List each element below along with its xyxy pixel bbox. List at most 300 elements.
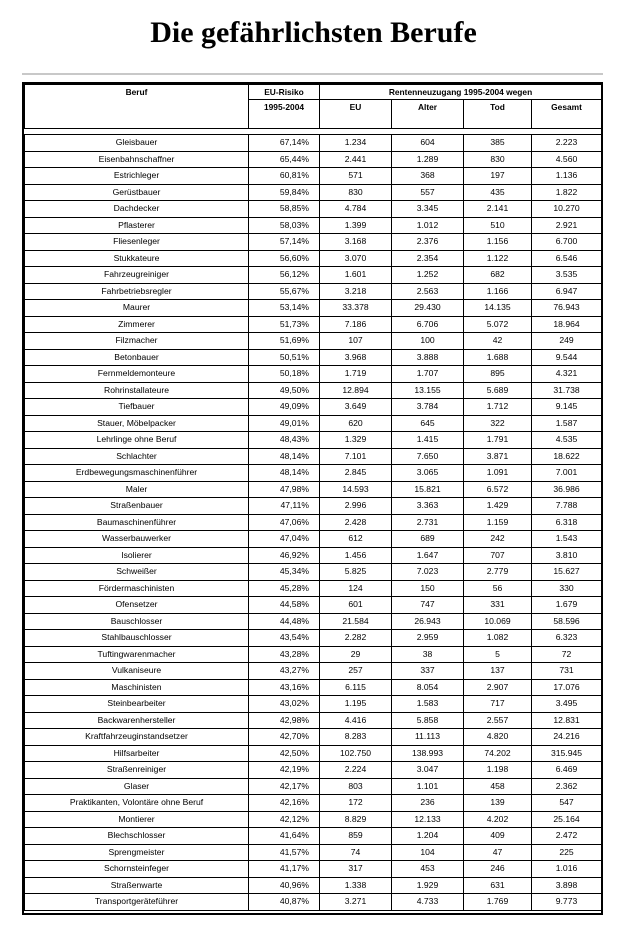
table-row bbox=[25, 712, 602, 729]
cell-beruf: Maschinisten bbox=[25, 679, 249, 696]
cell-alter: 2.731 bbox=[392, 514, 464, 531]
cell-tod: 10.069 bbox=[464, 613, 532, 630]
table-row bbox=[25, 597, 602, 614]
cell-gesamt: 15.627 bbox=[532, 564, 602, 581]
cell-eu: 601 bbox=[320, 597, 392, 614]
cell-beruf: Isolierer bbox=[25, 547, 249, 564]
cell-gesamt: 18.622 bbox=[532, 448, 602, 465]
cell-eu: 1.601 bbox=[320, 267, 392, 284]
cell-gesamt: 1.543 bbox=[532, 531, 602, 548]
cell-beruf: Sprengmeister bbox=[25, 844, 249, 861]
cell-beruf: Maurer bbox=[25, 300, 249, 317]
cell-alter: 1.929 bbox=[392, 877, 464, 894]
table-row bbox=[25, 349, 602, 366]
cell-beruf: Rohrinstallateure bbox=[25, 382, 249, 399]
cell-tod: 322 bbox=[464, 415, 532, 432]
cell-beruf: Backwarenhersteller bbox=[25, 712, 249, 729]
header-eu-risiko-period: 1995-2004 bbox=[249, 100, 320, 129]
cell-beruf: Vulkaniseure bbox=[25, 663, 249, 680]
cell-tod: 4.820 bbox=[464, 729, 532, 746]
cell-beruf: Lehrlinge ohne Beruf bbox=[25, 432, 249, 449]
cell-gesamt: 1.822 bbox=[532, 184, 602, 201]
cell-gesamt: 731 bbox=[532, 663, 602, 680]
cell-alter: 15.821 bbox=[392, 481, 464, 498]
cell-beruf: Kraftfahrzeuginstandsetzer bbox=[25, 729, 249, 746]
table-row bbox=[25, 564, 602, 581]
table-row bbox=[25, 234, 602, 251]
cell-gesamt: 4.560 bbox=[532, 151, 602, 168]
table-body bbox=[25, 135, 602, 911]
cell-gesamt: 6.318 bbox=[532, 514, 602, 531]
cell-beruf: Tiefbauer bbox=[25, 399, 249, 416]
cell-eu: 2.282 bbox=[320, 630, 392, 647]
cell-gesamt: 1.587 bbox=[532, 415, 602, 432]
cell-eu-risiko: 48,14% bbox=[249, 465, 320, 482]
cell-beruf: Praktikanten, Volontäre ohne Beruf bbox=[25, 795, 249, 812]
cell-gesamt: 17.076 bbox=[532, 679, 602, 696]
cell-eu-risiko: 47,98% bbox=[249, 481, 320, 498]
cell-beruf: Fliesenleger bbox=[25, 234, 249, 251]
cell-tod: 435 bbox=[464, 184, 532, 201]
cell-tod: 1.791 bbox=[464, 432, 532, 449]
cell-eu: 5.825 bbox=[320, 564, 392, 581]
cell-tod: 1.688 bbox=[464, 349, 532, 366]
cell-beruf: Estrichleger bbox=[25, 168, 249, 185]
cell-gesamt: 36.986 bbox=[532, 481, 602, 498]
cell-gesamt: 6.700 bbox=[532, 234, 602, 251]
cell-eu: 803 bbox=[320, 778, 392, 795]
cell-eu: 571 bbox=[320, 168, 392, 185]
cell-gesamt: 2.472 bbox=[532, 828, 602, 845]
cell-eu-risiko: 67,14% bbox=[249, 135, 320, 152]
cell-tod: 2.141 bbox=[464, 201, 532, 218]
table-row bbox=[25, 481, 602, 498]
cell-eu: 1.456 bbox=[320, 547, 392, 564]
cell-eu-risiko: 50,18% bbox=[249, 366, 320, 383]
cell-beruf: Schornsteinfeger bbox=[25, 861, 249, 878]
cell-alter: 1.252 bbox=[392, 267, 464, 284]
cell-eu-risiko: 43,02% bbox=[249, 696, 320, 713]
cell-tod: 2.907 bbox=[464, 679, 532, 696]
cell-tod: 895 bbox=[464, 366, 532, 383]
cell-beruf: Filzmacher bbox=[25, 333, 249, 350]
cell-gesamt: 2.223 bbox=[532, 135, 602, 152]
cell-alter: 13.155 bbox=[392, 382, 464, 399]
cell-gesamt: 249 bbox=[532, 333, 602, 350]
table-row bbox=[25, 894, 602, 911]
cell-tod: 5.689 bbox=[464, 382, 532, 399]
cell-gesamt: 12.831 bbox=[532, 712, 602, 729]
cell-beruf: Schweißer bbox=[25, 564, 249, 581]
cell-alter: 3.065 bbox=[392, 465, 464, 482]
header-gesamt: Gesamt bbox=[532, 100, 602, 129]
cell-eu-risiko: 42,50% bbox=[249, 745, 320, 762]
cell-alter: 1.647 bbox=[392, 547, 464, 564]
cell-tod: 3.871 bbox=[464, 448, 532, 465]
table-row bbox=[25, 333, 602, 350]
table-row bbox=[25, 729, 602, 746]
cell-alter: 1.583 bbox=[392, 696, 464, 713]
cell-gesamt: 6.546 bbox=[532, 250, 602, 267]
cell-eu-risiko: 41,17% bbox=[249, 861, 320, 878]
cell-eu: 12.894 bbox=[320, 382, 392, 399]
cell-tod: 510 bbox=[464, 217, 532, 234]
cell-gesamt: 7.001 bbox=[532, 465, 602, 482]
cell-tod: 1.156 bbox=[464, 234, 532, 251]
cell-eu: 3.649 bbox=[320, 399, 392, 416]
cell-gesamt: 1.136 bbox=[532, 168, 602, 185]
cell-eu-risiko: 56,60% bbox=[249, 250, 320, 267]
cell-tod: 1.429 bbox=[464, 498, 532, 515]
cell-eu: 172 bbox=[320, 795, 392, 812]
cell-eu-risiko: 45,28% bbox=[249, 580, 320, 597]
cell-eu: 33.378 bbox=[320, 300, 392, 317]
cell-alter: 689 bbox=[392, 531, 464, 548]
cell-tod: 830 bbox=[464, 151, 532, 168]
cell-eu-risiko: 56,12% bbox=[249, 267, 320, 284]
cell-beruf: Baumaschinenführer bbox=[25, 514, 249, 531]
cell-eu: 1.234 bbox=[320, 135, 392, 152]
cell-tod: 5 bbox=[464, 646, 532, 663]
cell-eu: 4.784 bbox=[320, 201, 392, 218]
cell-tod: 1.091 bbox=[464, 465, 532, 482]
cell-eu: 107 bbox=[320, 333, 392, 350]
cell-tod: 1.166 bbox=[464, 283, 532, 300]
cell-alter: 3.784 bbox=[392, 399, 464, 416]
cell-alter: 2.354 bbox=[392, 250, 464, 267]
cell-beruf: Straßenbauer bbox=[25, 498, 249, 515]
table-row bbox=[25, 465, 602, 482]
cell-eu: 2.441 bbox=[320, 151, 392, 168]
cell-alter: 1.204 bbox=[392, 828, 464, 845]
cell-tod: 1.769 bbox=[464, 894, 532, 911]
header-rentenzugang: Rentenneuzugang 1995-2004 wegen bbox=[320, 85, 602, 100]
cell-beruf: Stauer, Möbelpacker bbox=[25, 415, 249, 432]
cell-eu-risiko: 55,67% bbox=[249, 283, 320, 300]
header-eu-risiko: EU-Risiko bbox=[249, 85, 320, 100]
cell-beruf: Blechschlosser bbox=[25, 828, 249, 845]
cell-eu: 29 bbox=[320, 646, 392, 663]
cell-eu: 859 bbox=[320, 828, 392, 845]
cell-alter: 3.047 bbox=[392, 762, 464, 779]
cell-alter: 38 bbox=[392, 646, 464, 663]
cell-eu: 8.283 bbox=[320, 729, 392, 746]
cell-eu: 257 bbox=[320, 663, 392, 680]
cell-beruf: Bauschlosser bbox=[25, 613, 249, 630]
cell-beruf: Maler bbox=[25, 481, 249, 498]
cell-eu: 21.584 bbox=[320, 613, 392, 630]
cell-eu: 2.224 bbox=[320, 762, 392, 779]
cell-alter: 747 bbox=[392, 597, 464, 614]
cell-eu-risiko: 42,16% bbox=[249, 795, 320, 812]
table-row bbox=[25, 861, 602, 878]
cell-alter: 368 bbox=[392, 168, 464, 185]
cell-beruf: Schlachter bbox=[25, 448, 249, 465]
cell-eu-risiko: 48,43% bbox=[249, 432, 320, 449]
cell-gesamt: 58.596 bbox=[532, 613, 602, 630]
cell-gesamt: 9.773 bbox=[532, 894, 602, 911]
cell-alter: 2.959 bbox=[392, 630, 464, 647]
cell-tod: 1.159 bbox=[464, 514, 532, 531]
cell-tod: 1.122 bbox=[464, 250, 532, 267]
cell-gesamt: 6.469 bbox=[532, 762, 602, 779]
table-row bbox=[25, 151, 602, 168]
cell-gesamt: 4.535 bbox=[532, 432, 602, 449]
cell-eu: 8.829 bbox=[320, 811, 392, 828]
cell-tod: 5.072 bbox=[464, 316, 532, 333]
cell-gesamt: 330 bbox=[532, 580, 602, 597]
cell-tod: 42 bbox=[464, 333, 532, 350]
cell-alter: 337 bbox=[392, 663, 464, 680]
cell-gesamt: 9.145 bbox=[532, 399, 602, 416]
cell-gesamt: 1.016 bbox=[532, 861, 602, 878]
cell-eu: 7.186 bbox=[320, 316, 392, 333]
cell-alter: 100 bbox=[392, 333, 464, 350]
cell-gesamt: 18.964 bbox=[532, 316, 602, 333]
cell-eu-risiko: 43,27% bbox=[249, 663, 320, 680]
cell-beruf: Erdbewegungsmaschinenführer bbox=[25, 465, 249, 482]
cell-eu-risiko: 57,14% bbox=[249, 234, 320, 251]
cell-alter: 3.363 bbox=[392, 498, 464, 515]
cell-tod: 1.082 bbox=[464, 630, 532, 647]
cell-eu: 2.428 bbox=[320, 514, 392, 531]
cell-eu-risiko: 43,54% bbox=[249, 630, 320, 647]
cell-eu: 1.195 bbox=[320, 696, 392, 713]
cell-alter: 7.650 bbox=[392, 448, 464, 465]
table-row bbox=[25, 366, 602, 383]
table-row bbox=[25, 531, 602, 548]
cell-beruf: Fördermaschinisten bbox=[25, 580, 249, 597]
cell-eu: 4.416 bbox=[320, 712, 392, 729]
cell-gesamt: 9.544 bbox=[532, 349, 602, 366]
cell-alter: 12.133 bbox=[392, 811, 464, 828]
cell-tod: 137 bbox=[464, 663, 532, 680]
table-row bbox=[25, 498, 602, 515]
table-row bbox=[25, 300, 602, 317]
cell-alter: 557 bbox=[392, 184, 464, 201]
cell-eu-risiko: 50,51% bbox=[249, 349, 320, 366]
table-row bbox=[25, 630, 602, 647]
cell-beruf: Steinbearbeiter bbox=[25, 696, 249, 713]
header-alter: Alter bbox=[392, 100, 464, 129]
cell-eu-risiko: 58,85% bbox=[249, 201, 320, 218]
cell-tod: 242 bbox=[464, 531, 532, 548]
cell-eu: 317 bbox=[320, 861, 392, 878]
table-row bbox=[25, 399, 602, 416]
cell-beruf: Wasserbauwerker bbox=[25, 531, 249, 548]
cell-eu: 1.719 bbox=[320, 366, 392, 383]
cell-alter: 2.563 bbox=[392, 283, 464, 300]
table-row bbox=[25, 762, 602, 779]
table-row bbox=[25, 217, 602, 234]
header-beruf: Beruf bbox=[25, 85, 249, 129]
table-row bbox=[25, 646, 602, 663]
cell-tod: 6.572 bbox=[464, 481, 532, 498]
table-row bbox=[25, 613, 602, 630]
cell-eu-risiko: 42,19% bbox=[249, 762, 320, 779]
cell-eu: 3.968 bbox=[320, 349, 392, 366]
cell-beruf: Ofensetzer bbox=[25, 597, 249, 614]
cell-gesamt: 76.943 bbox=[532, 300, 602, 317]
table-row bbox=[25, 267, 602, 284]
cell-eu: 1.338 bbox=[320, 877, 392, 894]
cell-beruf: Straßenreiniger bbox=[25, 762, 249, 779]
cell-beruf: Glaser bbox=[25, 778, 249, 795]
table-row bbox=[25, 415, 602, 432]
cell-eu: 74 bbox=[320, 844, 392, 861]
table-row bbox=[25, 316, 602, 333]
table-row bbox=[25, 382, 602, 399]
cell-gesamt: 1.679 bbox=[532, 597, 602, 614]
cell-gesamt: 3.495 bbox=[532, 696, 602, 713]
cell-gesamt: 3.535 bbox=[532, 267, 602, 284]
header-eu: EU bbox=[320, 100, 392, 129]
cell-gesamt: 72 bbox=[532, 646, 602, 663]
cell-beruf: Montierer bbox=[25, 811, 249, 828]
cell-gesamt: 225 bbox=[532, 844, 602, 861]
cell-eu: 3.271 bbox=[320, 894, 392, 911]
cell-alter: 29.430 bbox=[392, 300, 464, 317]
cell-beruf: Stukkateure bbox=[25, 250, 249, 267]
cell-beruf: Transportgeräteführer bbox=[25, 894, 249, 911]
cell-eu-risiko: 44,58% bbox=[249, 597, 320, 614]
table-row bbox=[25, 250, 602, 267]
cell-eu-risiko: 42,70% bbox=[249, 729, 320, 746]
cell-eu-risiko: 60,81% bbox=[249, 168, 320, 185]
cell-eu-risiko: 48,14% bbox=[249, 448, 320, 465]
cell-alter: 5.858 bbox=[392, 712, 464, 729]
cell-beruf: Betonbauer bbox=[25, 349, 249, 366]
cell-gesamt: 7.788 bbox=[532, 498, 602, 515]
cell-eu-risiko: 43,28% bbox=[249, 646, 320, 663]
cell-alter: 453 bbox=[392, 861, 464, 878]
cell-gesamt: 3.898 bbox=[532, 877, 602, 894]
cell-tod: 458 bbox=[464, 778, 532, 795]
cell-eu: 124 bbox=[320, 580, 392, 597]
cell-alter: 104 bbox=[392, 844, 464, 861]
cell-eu-risiko: 42,12% bbox=[249, 811, 320, 828]
cell-eu-risiko: 40,87% bbox=[249, 894, 320, 911]
cell-eu: 1.329 bbox=[320, 432, 392, 449]
cell-eu: 1.399 bbox=[320, 217, 392, 234]
cell-eu-risiko: 49,01% bbox=[249, 415, 320, 432]
cell-tod: 56 bbox=[464, 580, 532, 597]
table-row bbox=[25, 778, 602, 795]
cell-eu-risiko: 59,84% bbox=[249, 184, 320, 201]
cell-alter: 8.054 bbox=[392, 679, 464, 696]
cell-gesamt: 2.362 bbox=[532, 778, 602, 795]
occupations-table bbox=[24, 84, 602, 911]
cell-eu-risiko: 46,92% bbox=[249, 547, 320, 564]
cell-tod: 717 bbox=[464, 696, 532, 713]
table-row bbox=[25, 514, 602, 531]
title-divider bbox=[22, 73, 603, 75]
cell-alter: 1.415 bbox=[392, 432, 464, 449]
cell-alter: 11.113 bbox=[392, 729, 464, 746]
table-row bbox=[25, 283, 602, 300]
cell-eu-risiko: 49,09% bbox=[249, 399, 320, 416]
cell-eu: 830 bbox=[320, 184, 392, 201]
cell-alter: 3.345 bbox=[392, 201, 464, 218]
cell-gesamt: 3.810 bbox=[532, 547, 602, 564]
cell-alter: 1.012 bbox=[392, 217, 464, 234]
table-row bbox=[25, 696, 602, 713]
table-row bbox=[25, 448, 602, 465]
cell-eu-risiko: 49,50% bbox=[249, 382, 320, 399]
cell-alter: 138.993 bbox=[392, 745, 464, 762]
cell-alter: 4.733 bbox=[392, 894, 464, 911]
cell-eu-risiko: 65,44% bbox=[249, 151, 320, 168]
cell-tod: 139 bbox=[464, 795, 532, 812]
cell-eu-risiko: 47,11% bbox=[249, 498, 320, 515]
cell-tod: 385 bbox=[464, 135, 532, 152]
cell-tod: 2.557 bbox=[464, 712, 532, 729]
cell-eu-risiko: 40,96% bbox=[249, 877, 320, 894]
cell-beruf: Hilfsarbeiter bbox=[25, 745, 249, 762]
cell-eu: 102.750 bbox=[320, 745, 392, 762]
cell-tod: 409 bbox=[464, 828, 532, 845]
table-row bbox=[25, 135, 602, 152]
cell-tod: 4.202 bbox=[464, 811, 532, 828]
cell-eu-risiko: 58,03% bbox=[249, 217, 320, 234]
header-tod: Tod bbox=[464, 100, 532, 129]
cell-gesamt: 4.321 bbox=[532, 366, 602, 383]
cell-eu-risiko: 42,98% bbox=[249, 712, 320, 729]
cell-eu-risiko: 42,17% bbox=[249, 778, 320, 795]
page-title: Die gefährlichsten Berufe bbox=[150, 16, 477, 49]
cell-alter: 604 bbox=[392, 135, 464, 152]
cell-beruf: Straßenwarte bbox=[25, 877, 249, 894]
cell-tod: 631 bbox=[464, 877, 532, 894]
cell-eu-risiko: 53,14% bbox=[249, 300, 320, 317]
cell-beruf: Dachdecker bbox=[25, 201, 249, 218]
cell-eu: 7.101 bbox=[320, 448, 392, 465]
cell-beruf: Fahrbetriebsregler bbox=[25, 283, 249, 300]
cell-beruf: Fahrzeugreiniger bbox=[25, 267, 249, 284]
cell-tod: 197 bbox=[464, 168, 532, 185]
cell-eu-risiko: 45,34% bbox=[249, 564, 320, 581]
cell-eu-risiko: 51,73% bbox=[249, 316, 320, 333]
cell-eu-risiko: 44,48% bbox=[249, 613, 320, 630]
cell-eu: 2.996 bbox=[320, 498, 392, 515]
cell-eu: 14.593 bbox=[320, 481, 392, 498]
cell-tod: 682 bbox=[464, 267, 532, 284]
cell-tod: 14.135 bbox=[464, 300, 532, 317]
cell-gesamt: 6.947 bbox=[532, 283, 602, 300]
cell-beruf: Gleisbauer bbox=[25, 135, 249, 152]
cell-eu-risiko: 41,64% bbox=[249, 828, 320, 845]
cell-alter: 645 bbox=[392, 415, 464, 432]
cell-tod: 707 bbox=[464, 547, 532, 564]
cell-eu: 2.845 bbox=[320, 465, 392, 482]
cell-gesamt: 31.738 bbox=[532, 382, 602, 399]
cell-alter: 26.943 bbox=[392, 613, 464, 630]
cell-eu-risiko: 51,69% bbox=[249, 333, 320, 350]
cell-alter: 150 bbox=[392, 580, 464, 597]
cell-alter: 1.101 bbox=[392, 778, 464, 795]
cell-tod: 1.198 bbox=[464, 762, 532, 779]
table-row bbox=[25, 432, 602, 449]
cell-beruf: Zimmerer bbox=[25, 316, 249, 333]
cell-eu-risiko: 43,16% bbox=[249, 679, 320, 696]
table-row bbox=[25, 811, 602, 828]
table-row bbox=[25, 184, 602, 201]
cell-tod: 47 bbox=[464, 844, 532, 861]
cell-alter: 1.707 bbox=[392, 366, 464, 383]
cell-eu: 612 bbox=[320, 531, 392, 548]
cell-gesamt: 25.164 bbox=[532, 811, 602, 828]
table-row bbox=[25, 679, 602, 696]
